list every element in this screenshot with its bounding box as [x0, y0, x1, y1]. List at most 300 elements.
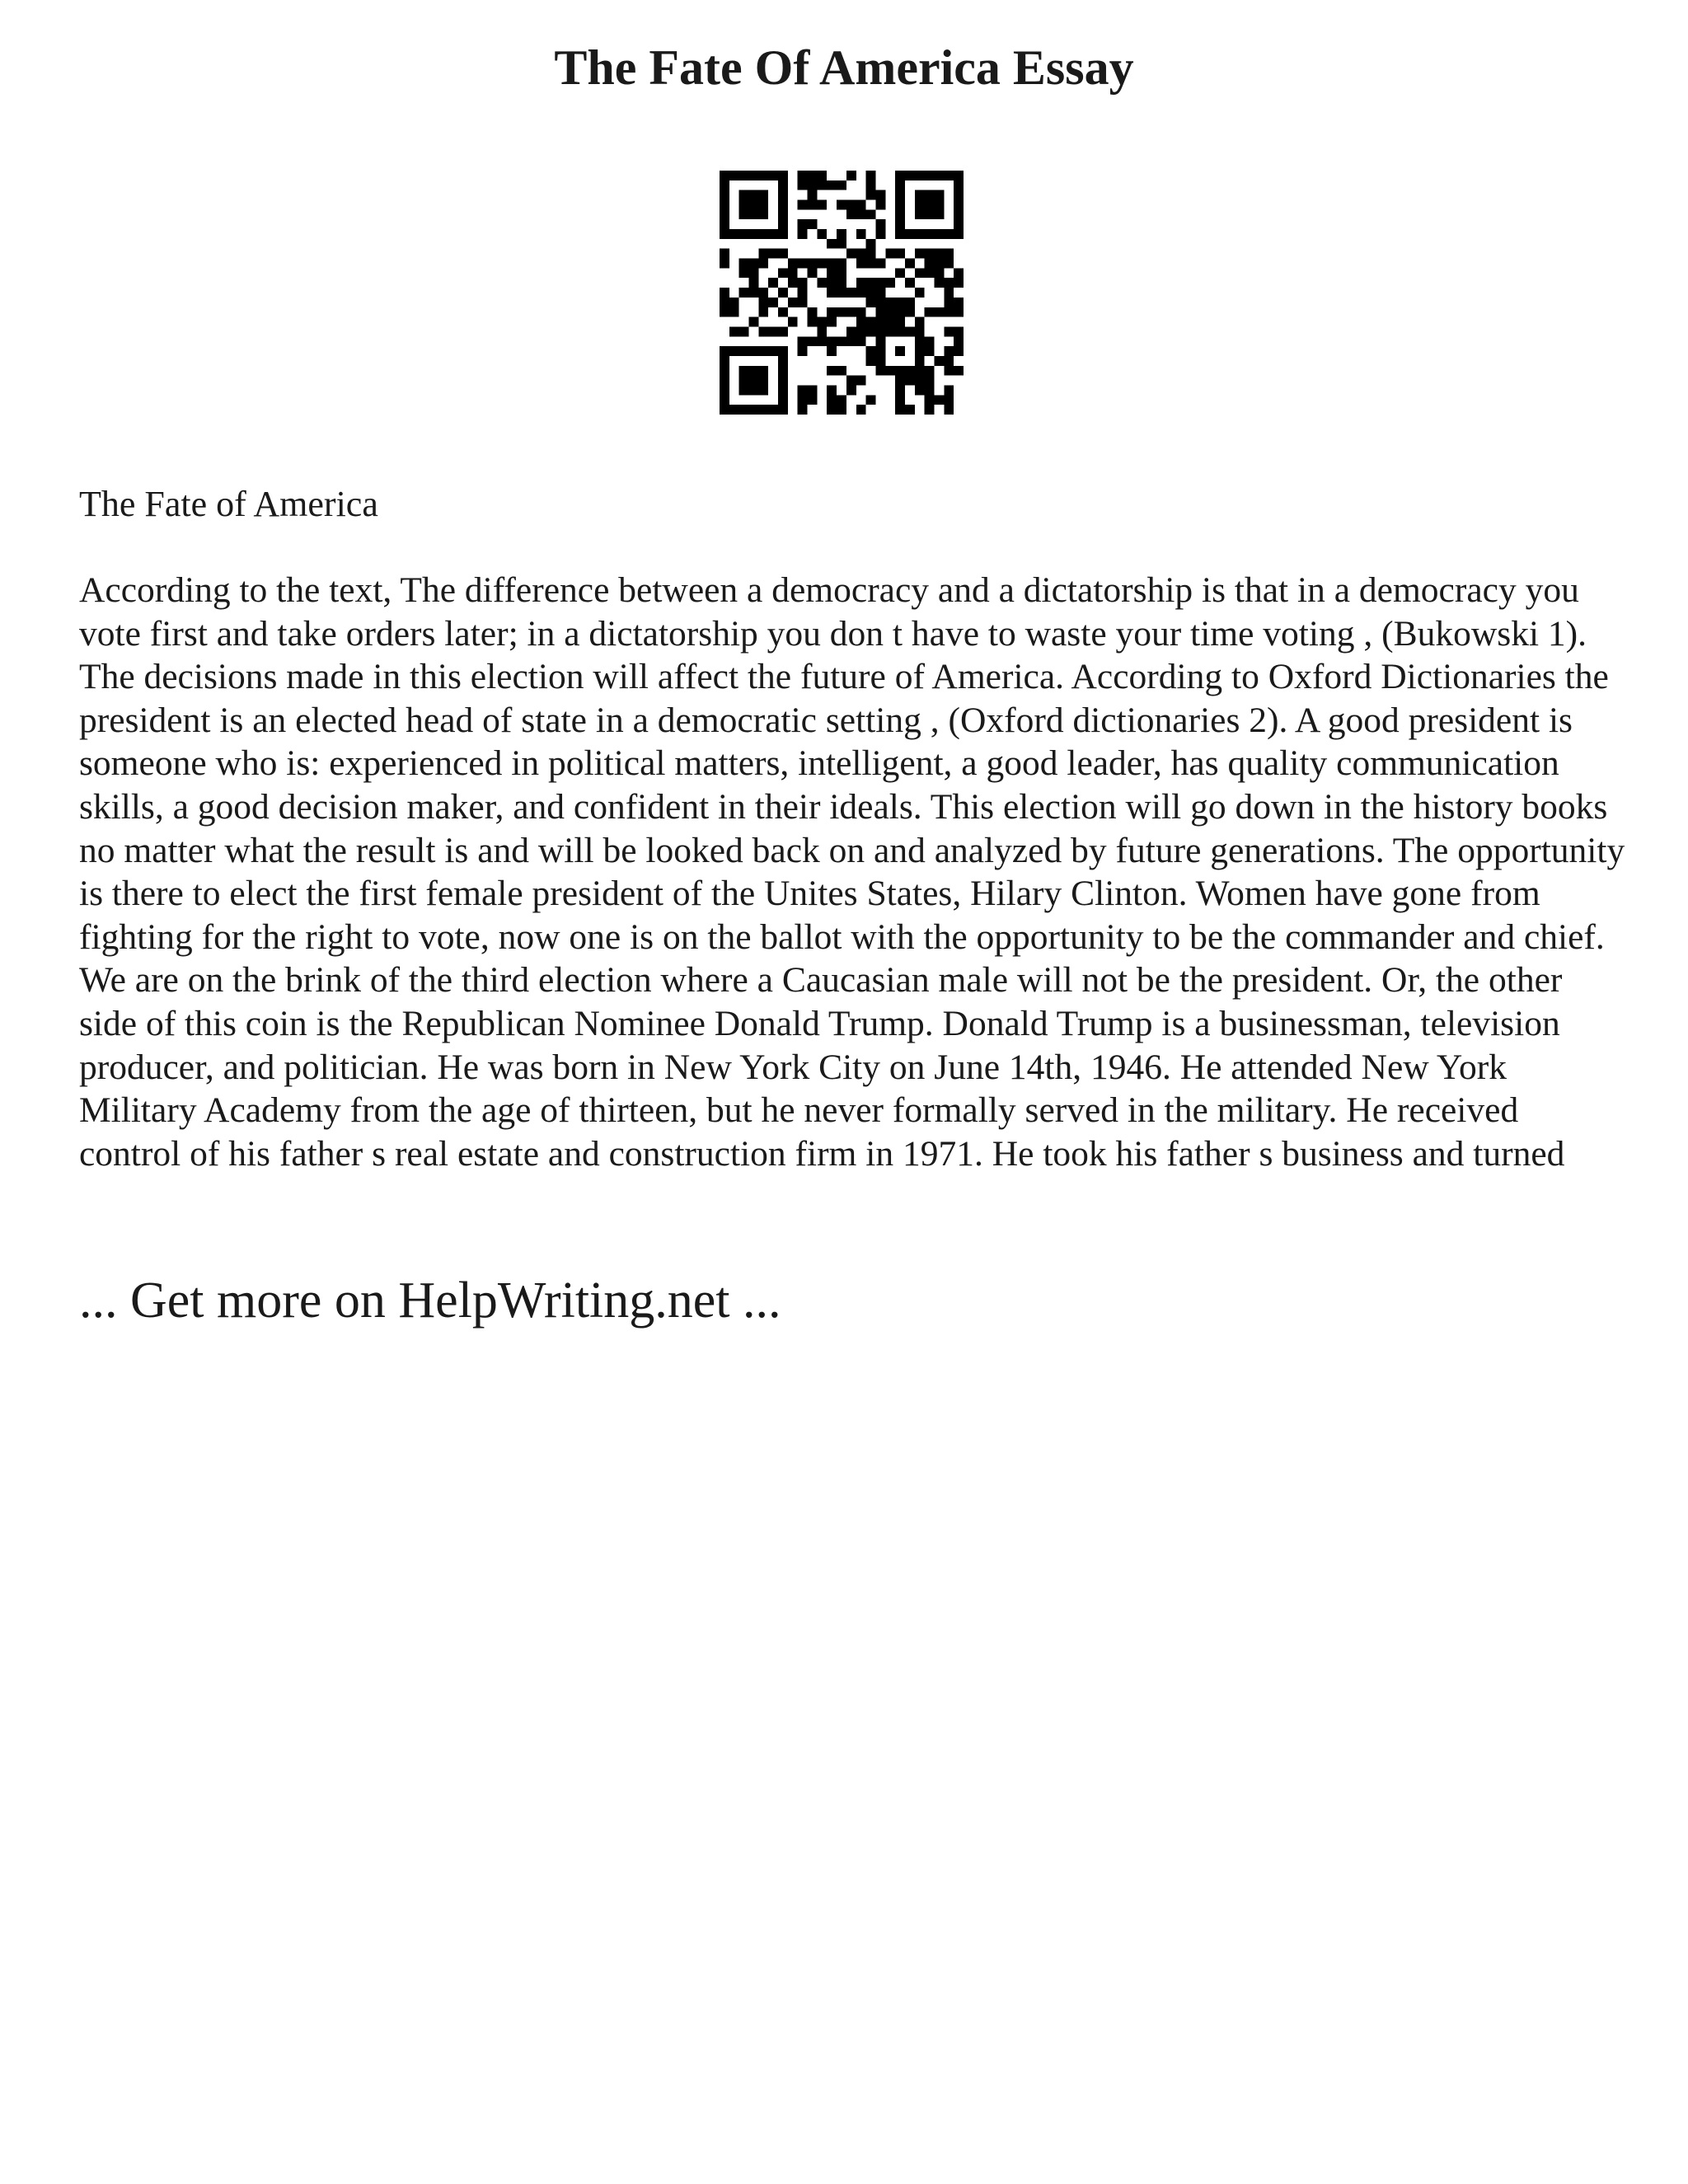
- qr-module: [866, 298, 876, 307]
- qr-module: [758, 229, 768, 239]
- qr-module: [925, 336, 935, 346]
- qr-module: [798, 346, 808, 356]
- qr-module: [778, 326, 788, 336]
- qr-module: [837, 307, 846, 317]
- qr-module: [905, 366, 915, 376]
- qr-module: [837, 278, 846, 288]
- qr-module: [915, 356, 925, 366]
- qr-module: [934, 209, 944, 219]
- qr-module: [720, 346, 729, 356]
- qr-module: [846, 376, 856, 386]
- qr-module: [837, 268, 846, 278]
- qr-module: [856, 376, 866, 386]
- qr-module: [915, 209, 925, 219]
- qr-module: [925, 405, 935, 415]
- qr-module: [925, 171, 935, 180]
- qr-module: [817, 171, 827, 180]
- qr-module: [778, 307, 788, 317]
- qr-module: [885, 326, 895, 336]
- qr-module: [827, 317, 837, 327]
- qr-module: [895, 326, 905, 336]
- qr-module: [827, 239, 837, 249]
- qr-module: [905, 259, 915, 269]
- qr-module: [934, 200, 944, 210]
- qr-module: [905, 278, 915, 288]
- qr-module: [954, 180, 964, 190]
- qr-module: [915, 200, 925, 210]
- qr-module: [817, 229, 827, 239]
- qr-module: [817, 278, 827, 288]
- qr-module: [915, 288, 925, 298]
- qr-module: [729, 405, 739, 415]
- qr-module: [856, 259, 866, 269]
- qr-module: [720, 200, 729, 210]
- qr-module: [944, 356, 954, 366]
- qr-module: [827, 336, 837, 346]
- qr-module: [778, 209, 788, 219]
- qr-module: [954, 268, 964, 278]
- qr-module: [729, 229, 739, 239]
- qr-module: [895, 229, 905, 239]
- qr-module: [758, 376, 768, 386]
- qr-module: [866, 326, 876, 336]
- qr-module: [788, 298, 798, 307]
- qr-module: [934, 249, 944, 259]
- qr-module: [798, 171, 808, 180]
- qr-module: [778, 200, 788, 210]
- qr-module: [954, 298, 964, 307]
- qr-module: [808, 307, 818, 317]
- qr-module: [885, 317, 895, 327]
- qr-module: [875, 336, 885, 346]
- qr-module: [768, 326, 778, 336]
- qr-module: [778, 288, 788, 298]
- qr-module: [895, 180, 905, 190]
- qr-module: [827, 307, 837, 317]
- qr-module: [895, 171, 905, 180]
- qr-module: [739, 209, 749, 219]
- qr-module: [778, 376, 788, 386]
- qr-module: [895, 200, 905, 210]
- qr-module: [758, 259, 768, 269]
- qr-module: [768, 346, 778, 356]
- qr-module: [934, 171, 944, 180]
- qr-module: [749, 376, 759, 386]
- qr-module: [915, 229, 925, 239]
- qr-module: [866, 259, 876, 269]
- qr-module: [808, 180, 818, 190]
- qr-module: [915, 249, 925, 259]
- qr-module: [915, 336, 925, 346]
- qr-module: [915, 268, 925, 278]
- qr-module: [954, 171, 964, 180]
- qr-module: [739, 259, 749, 269]
- qr-module: [808, 395, 818, 405]
- qr-module: [768, 229, 778, 239]
- qr-module: [837, 395, 846, 405]
- qr-module: [817, 259, 827, 269]
- qr-module: [827, 259, 837, 269]
- qr-module: [925, 395, 935, 405]
- qr-module: [749, 405, 759, 415]
- qr-module: [749, 278, 759, 288]
- qr-module: [729, 346, 739, 356]
- qr-module: [827, 395, 837, 405]
- qr-module: [925, 200, 935, 210]
- qr-module: [846, 171, 856, 180]
- qr-module: [875, 298, 885, 307]
- qr-module: [788, 268, 798, 278]
- qr-module: [817, 180, 827, 190]
- qr-module: [739, 190, 749, 200]
- qr-module: [739, 376, 749, 386]
- qr-module: [837, 288, 846, 298]
- qr-module: [758, 190, 768, 200]
- qr-module: [758, 326, 768, 336]
- qr-module: [808, 190, 818, 200]
- qr-module: [720, 298, 729, 307]
- qr-module: [808, 219, 818, 229]
- qr-module: [739, 366, 749, 376]
- qr-module: [768, 278, 778, 288]
- qr-module: [749, 209, 759, 219]
- qr-module: [817, 317, 827, 327]
- qr-module: [895, 209, 905, 219]
- qr-module: [934, 307, 944, 317]
- qr-module: [808, 200, 818, 210]
- qr-module: [758, 209, 768, 219]
- qr-module: [934, 229, 944, 239]
- qr-module: [749, 317, 759, 327]
- qr-module: [866, 209, 876, 219]
- qr-module: [720, 307, 729, 317]
- qr-module: [749, 366, 759, 376]
- qr-module: [798, 278, 808, 288]
- qr-module: [925, 190, 935, 200]
- qr-module: [895, 395, 905, 405]
- qr-module: [739, 171, 749, 180]
- qr-module: [758, 298, 768, 307]
- qr-code-icon: [720, 171, 964, 415]
- qr-module: [827, 268, 837, 278]
- qr-module: [729, 298, 739, 307]
- qr-module: [788, 317, 798, 327]
- qr-module: [788, 259, 798, 269]
- qr-module: [866, 278, 876, 288]
- qr-module: [944, 385, 954, 395]
- qr-module: [837, 259, 846, 269]
- qr-module: [875, 219, 885, 229]
- qr-module: [925, 259, 935, 269]
- qr-module: [875, 346, 885, 356]
- qr-module: [837, 239, 846, 249]
- qr-module: [837, 336, 846, 346]
- qr-module: [827, 180, 837, 190]
- qr-module: [808, 336, 818, 346]
- qr-module: [758, 307, 768, 317]
- qr-module: [758, 346, 768, 356]
- qr-module: [817, 200, 827, 210]
- qr-module: [778, 190, 788, 200]
- qr-module: [925, 385, 935, 395]
- qr-module: [798, 395, 808, 405]
- qr-module: [875, 278, 885, 288]
- qr-module: [934, 395, 944, 405]
- qr-module: [827, 366, 837, 376]
- qr-module: [925, 249, 935, 259]
- qr-module: [866, 346, 876, 356]
- qr-module: [778, 346, 788, 356]
- qr-module: [758, 171, 768, 180]
- qr-module: [798, 298, 808, 307]
- qr-module: [768, 171, 778, 180]
- qr-module: [846, 200, 856, 210]
- qr-module: [925, 307, 935, 317]
- qr-module: [758, 366, 768, 376]
- qr-module: [875, 200, 885, 210]
- qr-module: [925, 346, 935, 356]
- qr-module: [720, 385, 729, 395]
- qr-module: [846, 385, 856, 395]
- qr-module: [778, 180, 788, 190]
- qr-module: [895, 346, 905, 356]
- qr-module: [720, 259, 729, 269]
- qr-module: [944, 298, 954, 307]
- qr-module: [720, 171, 729, 180]
- qr-module: [798, 219, 808, 229]
- qr-module: [846, 326, 856, 336]
- qr-module: [739, 229, 749, 239]
- qr-module: [944, 229, 954, 239]
- qr-module: [954, 229, 964, 239]
- qr-module: [954, 219, 964, 229]
- qr-module: [827, 405, 837, 415]
- qr-module: [915, 171, 925, 180]
- qr-module: [778, 395, 788, 405]
- qr-module: [925, 268, 935, 278]
- qr-module: [875, 190, 885, 200]
- qr-module: [749, 171, 759, 180]
- qr-module: [798, 200, 808, 210]
- qr-module: [778, 171, 788, 180]
- qr-module: [885, 307, 895, 317]
- qr-module: [846, 249, 856, 259]
- essay-body: According to the text, The difference between a democracy and a dictatorship is that in a democracy you vote first and take orders later; in a dictatorship you don t have to waste your time voting , (Bukowski 1). The decisions made in this election will affect the future of America. According to Oxford Dictionaries the president is an elected head of state in a democratic setting , (Oxford dictionaries 2). A good president is someone who is: experienced in political matters, intelligent, a good leader, has quality communication skills, a good decision maker, and confident in their ideals. This election will go down in the history books no matter what the result is and will be looked back on and analyzed by future generations. The opportunity is there to elect the first female president of the Unites States, Hilary Clinton. Women have gone from fighting for the right to vote, now one is on the ballot with the opportunity to be the commander and chief. We are on the brink of the third election where a Caucasian male will not be the president. Or, the other side of this coin is the Republican Nominee Donald Trump. Donald Trump is a businessman, television producer, and politician. He was born in New York City on June 14th, 1946. He attended New York Military Academy from the age of thirteen, but he never formally served in the military. He received control of his father s real estate and construction firm in 1971. He took his father s business and turned: [79, 570, 1625, 1174]
- qr-module: [749, 385, 759, 395]
- qr-module: [856, 336, 866, 346]
- qr-module: [944, 288, 954, 298]
- qr-module: [934, 190, 944, 200]
- qr-module: [768, 405, 778, 415]
- qr-module: [866, 395, 876, 405]
- qr-module: [944, 366, 954, 376]
- qr-module: [749, 268, 759, 278]
- qr-module: [885, 249, 895, 259]
- qr-module: [954, 190, 964, 200]
- qr-module: [720, 405, 729, 415]
- qr-module: [944, 395, 954, 405]
- qr-module: [895, 268, 905, 278]
- qr-module: [837, 200, 846, 210]
- qr-module: [875, 307, 885, 317]
- qr-module: [720, 395, 729, 405]
- qr-module: [885, 278, 895, 288]
- qr-module: [749, 190, 759, 200]
- qr-module: [866, 356, 876, 366]
- qr-module: [720, 229, 729, 239]
- qr-module: [895, 298, 905, 307]
- qr-module: [720, 376, 729, 386]
- qr-module: [846, 336, 856, 346]
- qr-module: [778, 405, 788, 415]
- qr-module: [856, 317, 866, 327]
- qr-module: [895, 219, 905, 229]
- qr-module: [915, 366, 925, 376]
- qr-module: [808, 268, 818, 278]
- qr-module: [856, 405, 866, 415]
- qr-module: [866, 239, 876, 249]
- qr-module: [808, 385, 818, 395]
- qr-module: [720, 209, 729, 219]
- qr-module: [944, 326, 954, 336]
- qr-module: [749, 259, 759, 269]
- qr-module: [954, 366, 964, 376]
- qr-module: [720, 356, 729, 366]
- qr-module: [798, 405, 808, 415]
- qr-module: [729, 307, 739, 317]
- qr-module: [954, 200, 964, 210]
- qr-module: [925, 229, 935, 239]
- qr-module: [954, 209, 964, 219]
- qr-module: [895, 190, 905, 200]
- essay-subtitle: The Fate of America: [79, 484, 378, 524]
- qr-module: [788, 278, 798, 288]
- qr-module: [866, 317, 876, 327]
- qr-module: [739, 200, 749, 210]
- qr-module: [720, 288, 729, 298]
- qr-module: [905, 405, 915, 415]
- qr-module: [749, 288, 759, 298]
- qr-module: [875, 326, 885, 336]
- qr-module: [739, 268, 749, 278]
- qr-module: [954, 346, 964, 356]
- qr-module: [944, 259, 954, 269]
- qr-module: [885, 298, 895, 307]
- qr-module: [720, 249, 729, 259]
- qr-module: [895, 376, 905, 386]
- qr-module: [915, 385, 925, 395]
- qr-module: [856, 326, 866, 336]
- qr-module: [778, 385, 788, 395]
- qr-module: [875, 366, 885, 376]
- qr-module: [895, 366, 905, 376]
- qr-module: [768, 298, 778, 307]
- document-title: The Fate Of America Essay: [554, 40, 1134, 95]
- qr-module: [817, 336, 827, 346]
- qr-module: [856, 278, 866, 288]
- qr-module: [749, 229, 759, 239]
- qr-module: [846, 307, 856, 317]
- get-more-link[interactable]: ... Get more on HelpWriting.net ...: [79, 1272, 781, 1329]
- qr-module: [827, 278, 837, 288]
- qr-module: [837, 229, 846, 239]
- qr-module: [895, 385, 905, 395]
- qr-module: [934, 259, 944, 269]
- qr-module: [856, 200, 866, 210]
- qr-module: [739, 405, 749, 415]
- qr-module: [739, 385, 749, 395]
- qr-module: [915, 346, 925, 356]
- qr-module: [934, 268, 944, 278]
- qr-module: [846, 209, 856, 219]
- qr-module: [925, 209, 935, 219]
- qr-module: [895, 307, 905, 317]
- qr-module: [934, 278, 944, 288]
- qr-module: [905, 171, 915, 180]
- qr-module: [895, 405, 905, 415]
- qr-module: [808, 259, 818, 269]
- qr-module: [954, 307, 964, 317]
- qr-module: [729, 171, 739, 180]
- qr-module: [720, 219, 729, 229]
- qr-module: [837, 366, 846, 376]
- qr-module: [866, 249, 876, 259]
- qr-module: [875, 229, 885, 239]
- qr-module: [905, 376, 915, 386]
- qr-module: [758, 385, 768, 395]
- qr-module: [778, 268, 788, 278]
- qr-module: [954, 278, 964, 288]
- qr-module: [798, 288, 808, 298]
- qr-module: [915, 376, 925, 386]
- qr-module: [729, 326, 739, 336]
- qr-module: [905, 298, 915, 307]
- qr-module: [866, 180, 876, 190]
- qr-module: [944, 307, 954, 317]
- qr-module: [856, 229, 866, 239]
- qr-module: [915, 326, 925, 336]
- qr-module: [895, 249, 905, 259]
- qr-module: [944, 171, 954, 180]
- qr-module: [915, 317, 925, 327]
- qr-module: [739, 346, 749, 356]
- qr-module: [866, 171, 876, 180]
- qr-module: [875, 259, 885, 269]
- qr-module: [925, 366, 935, 376]
- qr-module: [875, 317, 885, 327]
- qr-module: [827, 385, 837, 395]
- qr-module: [905, 229, 915, 239]
- qr-module: [758, 405, 768, 415]
- qr-module: [846, 288, 856, 298]
- qr-module: [720, 366, 729, 376]
- qr-code-graphic: [720, 171, 964, 415]
- qr-module: [944, 405, 954, 415]
- qr-module: [778, 356, 788, 366]
- qr-module: [925, 376, 935, 386]
- qr-module: [758, 288, 768, 298]
- qr-module: [739, 326, 749, 336]
- qr-module: [905, 307, 915, 317]
- qr-module: [798, 336, 808, 346]
- qr-module: [778, 219, 788, 229]
- qr-module: [895, 317, 905, 327]
- qr-module: [875, 356, 885, 366]
- qr-module: [866, 288, 876, 298]
- qr-module: [827, 346, 837, 356]
- qr-module: [827, 288, 837, 298]
- qr-module: [915, 190, 925, 200]
